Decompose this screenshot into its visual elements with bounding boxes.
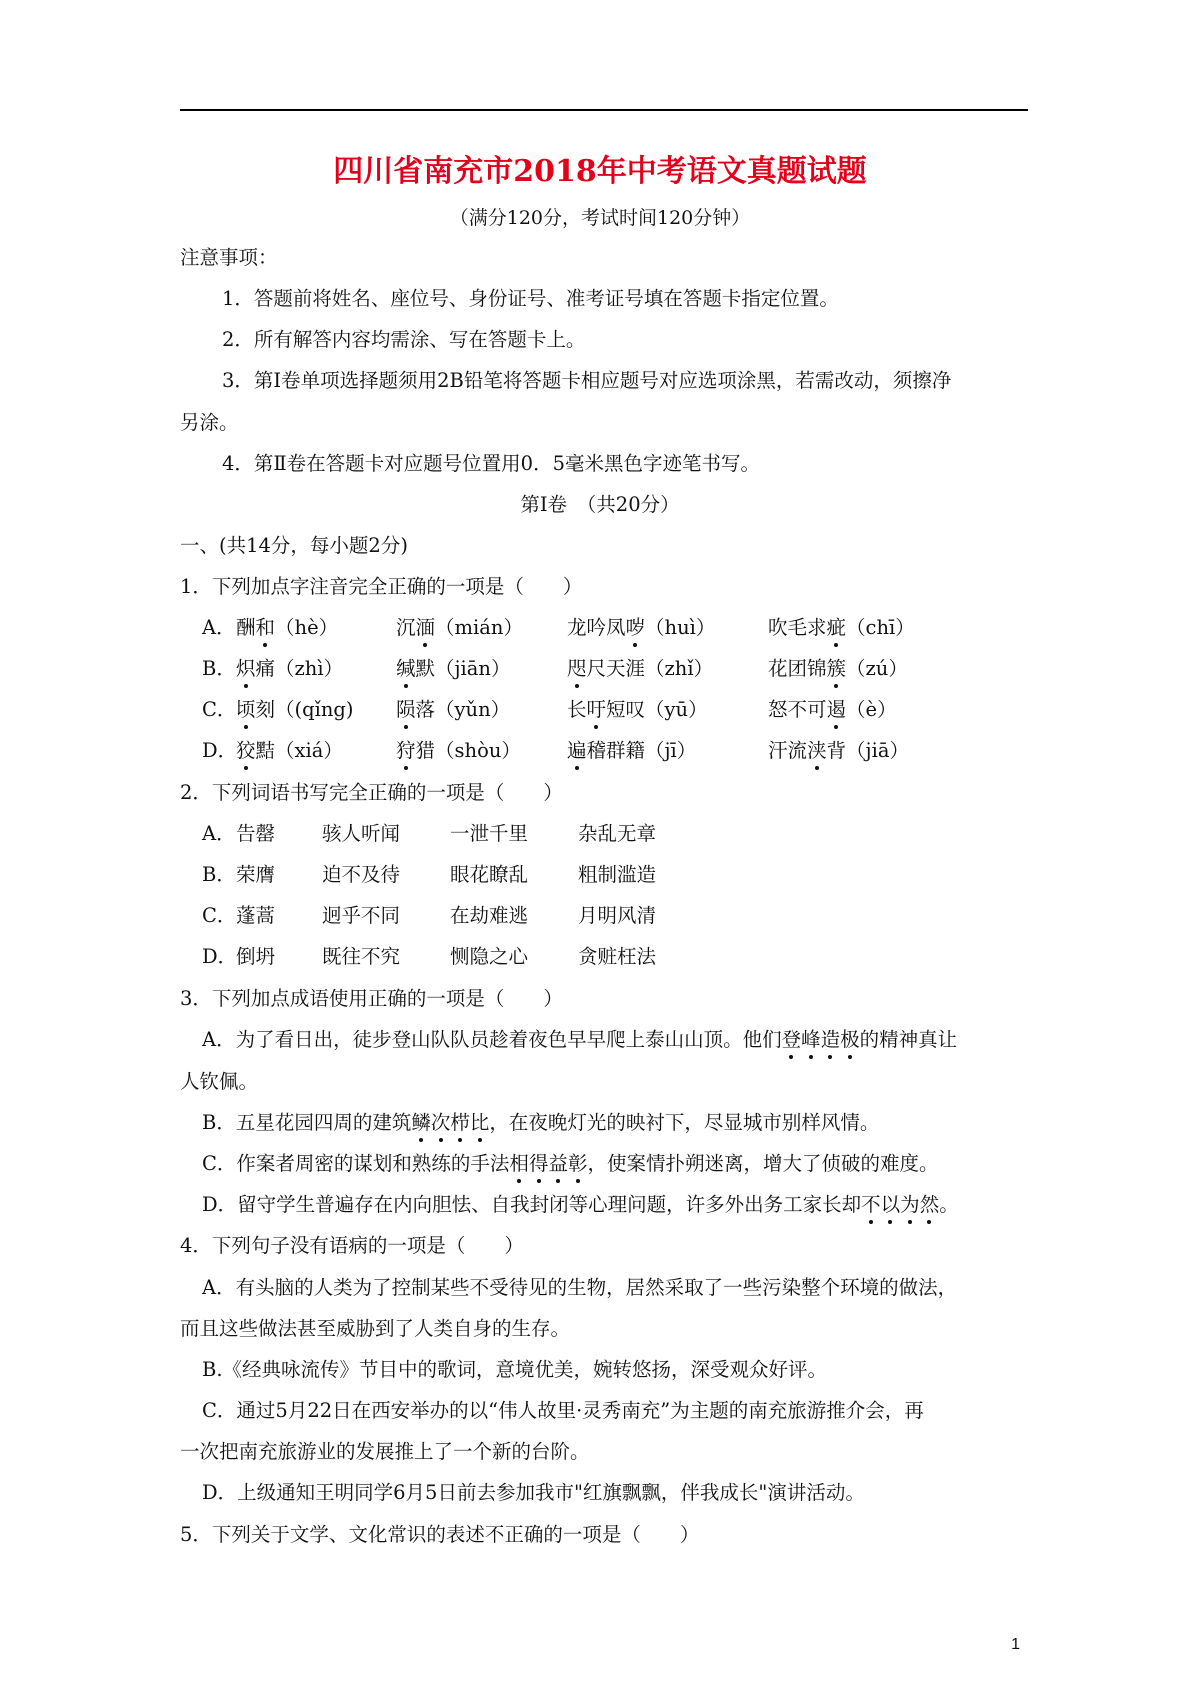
option-term: 在劫难逃 xyxy=(450,904,529,927)
dotted-character: 哕 xyxy=(625,616,646,639)
option-term: 骇人听闻 xyxy=(322,822,401,845)
option-label: C． xyxy=(202,698,237,721)
question-4-option-c: C．通过5月22日在西安举办的以“伟人故里·灵秀南充”为主题的南充旅游推介会，再 xyxy=(202,1399,924,1422)
question-4-option-b: B.《经典咏流传》节目中的歌词，意境优美，婉转悠扬，深受观众好评。 xyxy=(202,1358,828,1381)
dotted-character: 疵 xyxy=(826,616,847,639)
dotted-character: 和 xyxy=(255,616,276,639)
emphasized-idiom xyxy=(509,1152,587,1175)
dotted-character: 造 xyxy=(820,1028,841,1051)
emphasized-idiom xyxy=(782,1028,860,1051)
dotted-character: 炽 xyxy=(236,657,256,680)
option-term: 顷刻（(qǐng) xyxy=(236,698,354,721)
question-3-stem: 3．下列加点成语使用正确的一项是（ ） xyxy=(180,987,563,1010)
dotted-character: 顷 xyxy=(236,698,256,721)
notice-heading: 注意事项： xyxy=(180,246,278,269)
option-term: 既往不究 xyxy=(322,945,401,968)
option-term: 狩猎（shòu） xyxy=(396,739,521,762)
option-term: 缄默（jiān） xyxy=(396,657,511,680)
dotted-character: 陨 xyxy=(396,698,416,721)
option-term: 迥乎不同 xyxy=(322,904,401,927)
option-term: 遍稽群籍（jī） xyxy=(567,739,697,762)
question-3-option-a: A．为了看日出，徒步登山队队员趁着夜色早早爬上泰山山顶。他们登峰造极的精神真让 xyxy=(202,1028,958,1051)
emphasized-idiom xyxy=(411,1111,489,1134)
question-4-option-a-continued: 而且这些做法甚至威胁到了人类自身的生存。 xyxy=(180,1317,571,1340)
question-3-option-d: D．留守学生普遍存在内向胆怯、自我封闭等心理问题，许多外出务工家长却不以为然。 xyxy=(202,1193,959,1216)
option-term: 炽痛（zhì） xyxy=(236,657,344,680)
option-label: D． xyxy=(202,739,238,762)
dotted-character: 狡 xyxy=(236,739,256,762)
question-4-option-c-continued: 一次把南充旅游业的发展推上了一个新的台阶。 xyxy=(180,1440,590,1463)
dotted-character: 簇 xyxy=(826,657,847,680)
emphasized-idiom xyxy=(861,1193,939,1216)
question-1-stem: 1．下列加点字注音完全正确的一项是（ ） xyxy=(180,575,583,598)
question-2-stem: 2．下列词语书写完全正确的一项是（ ） xyxy=(180,781,563,804)
dotted-character: 狩 xyxy=(396,739,416,762)
dotted-character: 咫 xyxy=(567,657,587,680)
dotted-character: 缄 xyxy=(396,657,416,680)
option-term: 怒不可遏（è） xyxy=(768,698,897,721)
option-term: 贪赃枉法 xyxy=(578,945,657,968)
notice-item-3: 3．第Ⅰ卷单项选择题须用2B铅笔将答题卡相应题号对应选项涂黑，若需改动，须擦净 xyxy=(222,369,952,392)
notice-item-4: 4．第Ⅱ卷在答题卡对应题号位置用0．5毫米黑色字迹笔书写。 xyxy=(222,452,760,475)
option-term: 酬和（hè） xyxy=(236,616,339,639)
question-3-option-b: B．五星花园四周的建筑鳞次栉比，在夜晚灯光的映衬下，尽显城市别样风情。 xyxy=(202,1111,880,1134)
option-term: 眼花瞭乱 xyxy=(450,863,529,886)
option-term: 沉湎（mián） xyxy=(396,616,523,639)
dotted-character: 登 xyxy=(781,1028,802,1051)
option-term: 龙吟凤哕（huì） xyxy=(567,616,716,639)
option-term: 蓬蒿 xyxy=(236,904,276,927)
dotted-character: 遏 xyxy=(826,698,847,721)
option-term: 杂乱无章 xyxy=(578,822,657,845)
option-label: A． xyxy=(202,616,236,639)
dotted-character: 鳞 xyxy=(411,1111,431,1134)
part-heading: 一、(共14分，每小题2分) xyxy=(180,534,408,557)
question-3-option-a-continued: 人钦佩。 xyxy=(180,1070,259,1093)
option-label: B． xyxy=(202,863,236,886)
dotted-character: 吁 xyxy=(586,698,607,721)
option-label: A． xyxy=(202,822,236,845)
option-term: 花团锦簇（zú） xyxy=(768,657,908,680)
dotted-character: 益 xyxy=(548,1152,568,1175)
option-term: 咫尺天涯（zhǐ） xyxy=(567,657,714,680)
dotted-character: 不 xyxy=(861,1193,881,1216)
option-term: 狡黠（xiá） xyxy=(236,739,343,762)
option-label: C． xyxy=(202,904,237,927)
dotted-character: 浃 xyxy=(807,739,827,762)
dotted-character: 极 xyxy=(840,1028,860,1051)
dotted-character: 比 xyxy=(469,1111,490,1134)
dotted-character: 湎 xyxy=(415,616,436,639)
dotted-character: 遍 xyxy=(567,739,587,762)
dotted-character: 彰 xyxy=(567,1152,588,1175)
dotted-character: 为 xyxy=(900,1193,920,1216)
question-4-stem: 4．下列句子没有语病的一项是（ ） xyxy=(180,1234,524,1257)
dotted-character: 次 xyxy=(430,1111,451,1134)
option-term: 月明风清 xyxy=(578,904,657,927)
notice-item-1: 1．答题前将姓名、座位号、身份证号、准考证号填在答题卡指定位置。 xyxy=(222,287,839,310)
section-heading: 第Ⅰ卷 （共20分） xyxy=(520,493,680,516)
option-label: B． xyxy=(202,657,236,680)
option-term: 告罄 xyxy=(236,822,276,845)
option-term: 粗制滥造 xyxy=(578,863,657,886)
question-3-option-c: C．作案者周密的谋划和熟练的手法相得益彰，使案情扑朔迷离，增大了侦破的难度。 xyxy=(202,1152,939,1175)
dotted-character: 栉 xyxy=(450,1111,470,1134)
option-term: 吹毛求疵（chī） xyxy=(768,616,915,639)
dotted-character: 以 xyxy=(880,1193,901,1216)
option-term: 倒坍 xyxy=(236,945,276,968)
option-term: 汗流浃背（jiā） xyxy=(768,739,909,762)
question-4-option-a: A．有头脑的人类为了控制某些不受待见的生物，居然采取了一些污染整个环境的做法， xyxy=(202,1276,958,1299)
question-5-stem: 5．下列关于文学、文化常识的表述不正确的一项是（ ） xyxy=(180,1523,700,1546)
dotted-character: 然 xyxy=(919,1193,940,1216)
option-term: 长吁短叹（yū） xyxy=(567,698,708,721)
option-term: 荣膺 xyxy=(236,863,276,886)
dotted-character: 得 xyxy=(528,1152,549,1175)
option-term: 陨落（yǔn） xyxy=(396,698,511,721)
dotted-character: 峰 xyxy=(801,1028,821,1051)
notice-item-3-continued: 另涂。 xyxy=(180,411,239,434)
header-rule xyxy=(180,109,1028,111)
option-label: D． xyxy=(202,945,238,968)
question-4-option-d: D．上级通知王明同学6月5日前去参加我市"红旗飘飘，伴我成长"演讲活动。 xyxy=(202,1481,865,1504)
option-term: 迫不及待 xyxy=(322,863,401,886)
dotted-character: 相 xyxy=(509,1152,529,1175)
option-term: 恻隐之心 xyxy=(450,945,529,968)
notice-item-2: 2．所有解答内容均需涂、写在答题卡上。 xyxy=(222,328,586,351)
page-number: 1 xyxy=(1011,1636,1020,1653)
option-term: 一泄千里 xyxy=(450,822,529,845)
document-title: 四川省南充市2018年中考语文真题试题 xyxy=(333,154,867,189)
document-subtitle: （满分120分，考试时间120分钟） xyxy=(449,207,751,229)
